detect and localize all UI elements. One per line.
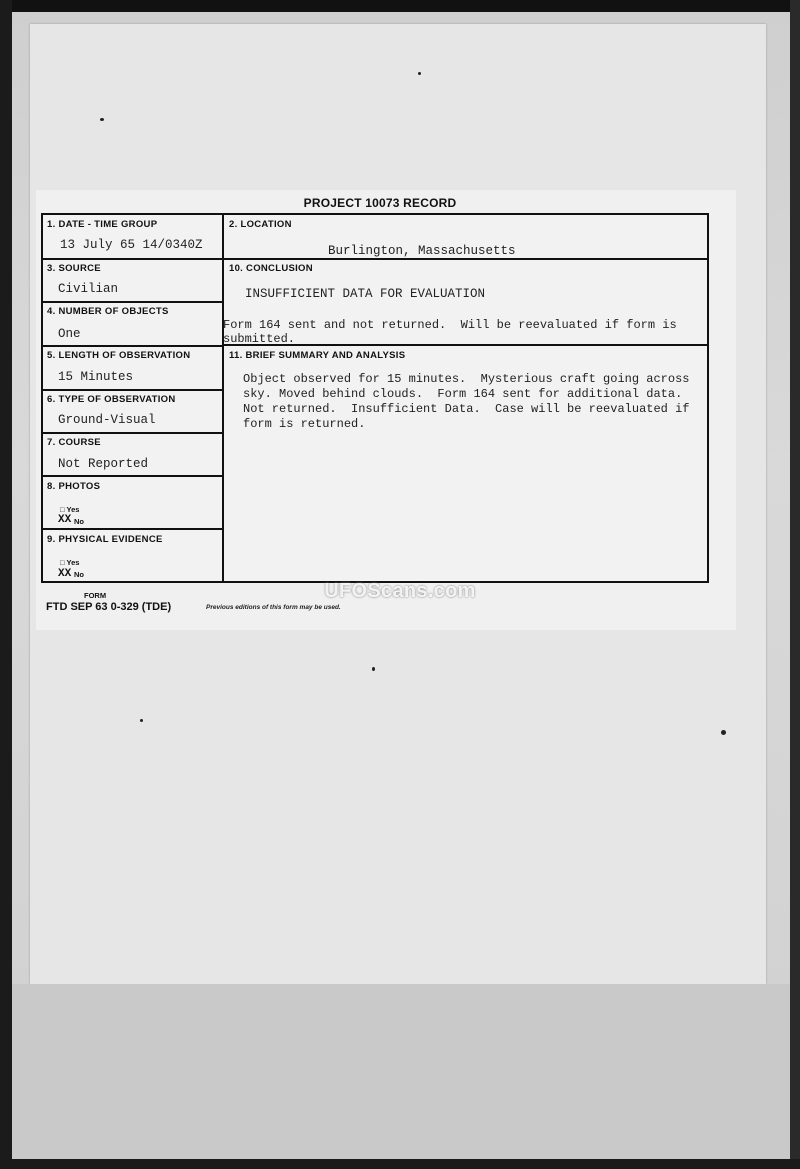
scan-speck	[100, 118, 104, 121]
date-time-group-value: 13 July 65 14/0340Z	[60, 238, 203, 252]
evidence-no-text: No	[74, 570, 84, 579]
row-divider	[223, 258, 709, 260]
row-divider	[43, 258, 223, 260]
length-of-observation-label: 5. LENGTH OF OBSERVATION	[47, 350, 191, 361]
row-divider	[43, 389, 223, 391]
scan-speck	[372, 667, 375, 671]
date-time-group-label: 1. DATE - TIME GROUP	[47, 219, 158, 230]
photos-label: 8. PHOTOS	[47, 481, 101, 492]
form-footnote: Previous editions of this form may be used.	[206, 604, 341, 611]
photos-yes-text: Yes	[66, 505, 80, 514]
row-divider	[43, 475, 223, 477]
number-of-objects-label: 4. NUMBER OF OBJECTS	[47, 306, 169, 317]
evidence-yes-text: Yes	[66, 558, 80, 567]
summary-label: 11. BRIEF SUMMARY AND ANALYSIS	[229, 350, 406, 361]
row-divider	[43, 301, 223, 303]
photos-no-mark: XX	[58, 514, 72, 526]
source-value: Civilian	[58, 282, 119, 296]
form-code: FTD SEP 63 0-329 (TDE)	[46, 601, 172, 613]
row-divider	[43, 345, 223, 347]
checkbox-empty-icon: □	[60, 558, 67, 567]
course-value: Not Reported	[58, 457, 149, 471]
type-of-observation-value: Ground-Visual	[58, 413, 156, 427]
conclusion-note: Form 164 sent and not returned. Will be reevaluated if form is submitted.	[223, 318, 677, 346]
project-title: PROJECT 10073 RECORD	[303, 196, 457, 210]
conclusion-label: 10. CONCLUSION	[229, 263, 313, 274]
checkbox-empty-icon: □	[60, 505, 67, 514]
watermark: UFOScans.com	[324, 580, 476, 602]
row-divider	[43, 528, 223, 530]
source-label: 3. SOURCE	[47, 263, 101, 274]
location-label: 2. LOCATION	[229, 219, 292, 230]
conclusion-value: INSUFFICIENT DATA FOR EVALUATION	[245, 287, 486, 301]
evidence-no-mark: XX	[58, 568, 72, 580]
photos-no-text: No	[74, 517, 84, 526]
type-of-observation-label: 6. TYPE OF OBSERVATION	[47, 394, 176, 405]
photos-yes-option	[60, 505, 79, 514]
row-divider	[43, 432, 223, 434]
summary-text: Object observed for 15 minutes. Mysterious craft going across sky. Moved behind clouds. Form 164 sent for additional data. Not returned. Insufficient Data. Case will be reevaluated if form is returned.	[243, 372, 690, 431]
evidence-yes-option	[60, 558, 79, 567]
scan-speck	[140, 719, 143, 722]
scan-speck	[721, 730, 726, 735]
form-label: FORM	[84, 591, 107, 600]
number-of-objects-value: One	[58, 327, 81, 341]
physical-evidence-label: 9. PHYSICAL EVIDENCE	[47, 534, 163, 545]
scan-speck	[418, 72, 421, 75]
course-label: 7. COURSE	[47, 437, 101, 448]
film-edge-top	[0, 0, 800, 12]
location-value: Burlington, Massachusetts	[328, 244, 516, 258]
length-of-observation-value: 15 Minutes	[58, 370, 134, 384]
film-edge-bottom	[0, 1159, 800, 1169]
lower-paper-band	[12, 984, 790, 1159]
